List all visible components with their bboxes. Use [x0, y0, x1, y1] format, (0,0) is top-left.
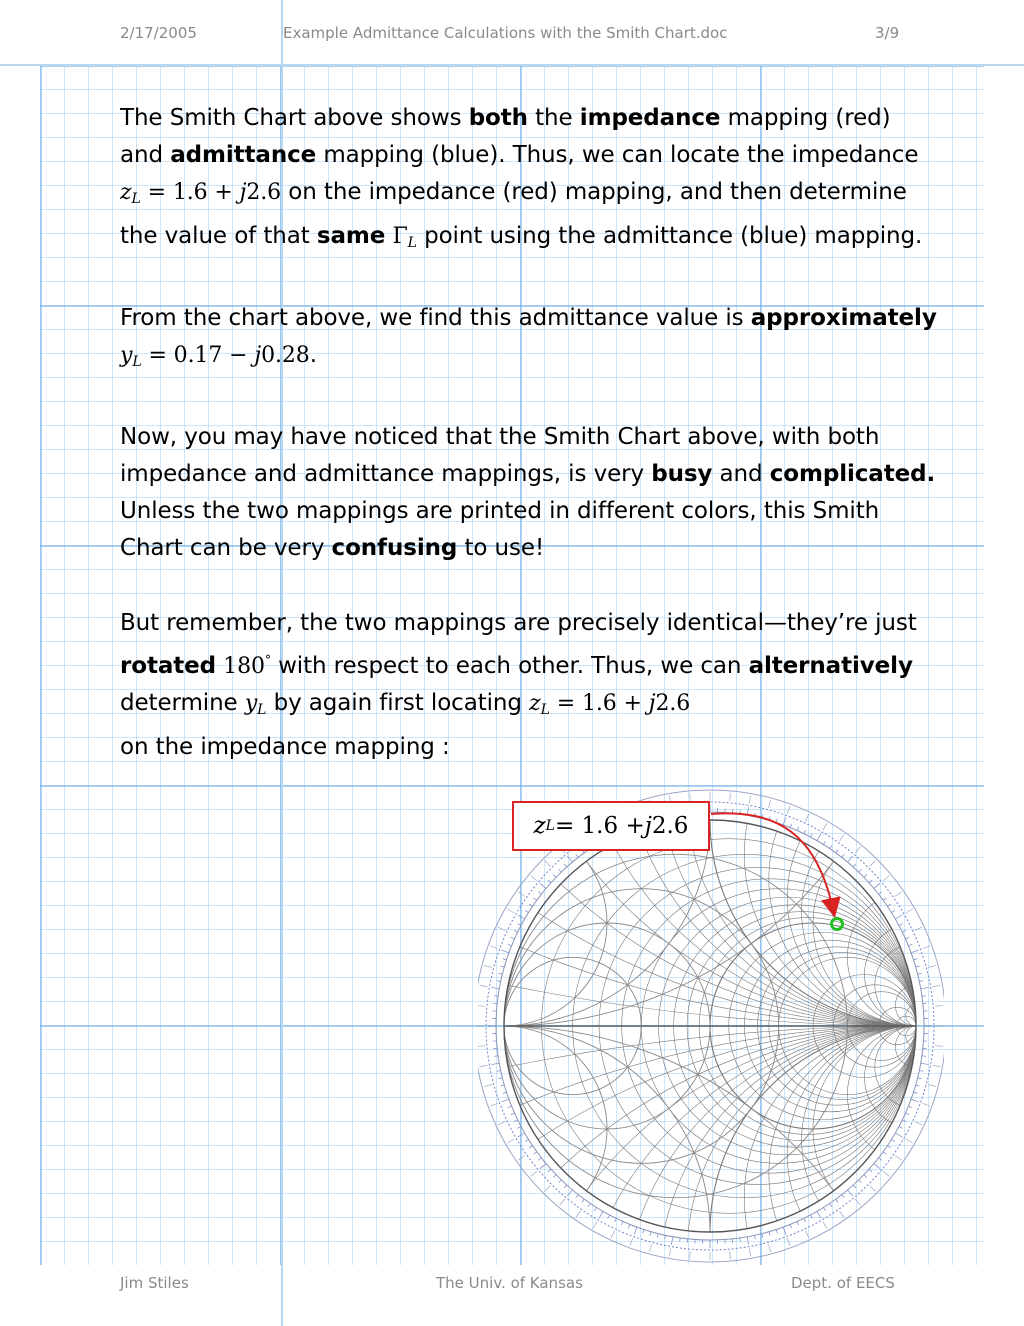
scale-tick — [836, 850, 838, 853]
text: point using the admittance (blue) mapping. — [416, 223, 923, 249]
text: . — [309, 342, 317, 368]
scale-tick — [935, 1006, 943, 1007]
scale-tick — [576, 1211, 581, 1218]
scale-tick — [790, 1224, 791, 1228]
scale-tick — [853, 864, 856, 867]
scale-tick — [855, 1199, 860, 1205]
text: with respect to each other. Thus, we can — [270, 653, 749, 679]
scale-tick — [511, 1113, 515, 1115]
bold-text: complicated. — [769, 461, 936, 487]
scale-tick — [911, 950, 919, 953]
text: the — [527, 105, 580, 131]
scale-tick — [634, 1227, 637, 1235]
header-date: 2/17/2005 — [120, 24, 197, 42]
page-footer — [0, 1274, 1024, 1304]
scale-tick — [507, 909, 514, 913]
scale-tick — [783, 1227, 786, 1235]
text: The Smith Chart above shows — [120, 105, 469, 131]
paragraph-1 — [120, 100, 940, 262]
scale-tick — [545, 861, 551, 867]
scale-tick — [503, 1092, 507, 1093]
scale-tick — [922, 946, 930, 949]
scale-tick — [921, 987, 929, 988]
susceptance-arc — [478, 1026, 710, 1264]
scale-tick — [754, 1235, 755, 1239]
scale-tick — [787, 1238, 790, 1246]
reflection-coefficient-symbol: $\Gamma_L$ — [392, 224, 417, 251]
text: mapping (blue). Thus, we can locate the impedance — [316, 142, 919, 168]
scale-tick — [922, 1103, 930, 1106]
scale-tick — [891, 910, 894, 912]
scale-tick — [650, 1232, 651, 1236]
scale-tick — [768, 1244, 770, 1252]
scale-tick — [514, 930, 518, 932]
scale-tick — [806, 1231, 809, 1238]
scale-tick — [790, 824, 791, 828]
scale-tick — [540, 883, 546, 888]
scale-tick — [503, 959, 507, 960]
scale-tick — [630, 1238, 633, 1246]
scale-tick — [484, 965, 492, 967]
scale-tick — [491, 1063, 499, 1064]
impedance-equation: $z_L = 1.6 + j2.6$ — [120, 180, 282, 207]
bold-text: admittance — [170, 142, 317, 168]
bold-text: impedance — [579, 105, 721, 131]
scale-tick — [538, 1158, 541, 1160]
scale-tick — [933, 1065, 941, 1066]
scale-tick — [895, 892, 902, 897]
scale-tick — [797, 1221, 799, 1225]
scale-tick — [768, 800, 770, 808]
scale-tick — [874, 1164, 880, 1169]
admittance-equation: $y_L = 0.17 - j0.28$ — [120, 343, 310, 370]
scale-tick — [529, 1146, 532, 1148]
impedance-callout-box: z L = 1.6 + j 2.6 — [512, 801, 710, 851]
scale-tick — [869, 1169, 872, 1172]
scale-tick — [669, 1249, 670, 1257]
reactance-arc — [687, 1026, 944, 1264]
scale-tick — [559, 869, 562, 872]
scale-tick — [935, 1046, 943, 1047]
scale-tick — [559, 1180, 562, 1183]
scale-tick — [498, 1078, 502, 1079]
scale-tick — [864, 1175, 867, 1178]
scale-tick — [817, 834, 821, 841]
scale-tick — [762, 1234, 763, 1238]
scale-tick — [830, 1203, 832, 1206]
scale-tick — [916, 966, 920, 967]
reactance-arc — [478, 1026, 944, 1264]
scale-tick — [899, 924, 903, 926]
scale-tick — [508, 944, 512, 945]
scale-tick — [553, 875, 556, 878]
scale-tick — [810, 834, 812, 838]
scale-tick — [906, 909, 913, 913]
scale-tick — [810, 1215, 812, 1219]
scale-tick — [887, 904, 890, 906]
scale-tick — [769, 1232, 770, 1236]
scale-tick — [919, 981, 923, 982]
footer-author: Jim Stiles — [120, 1274, 189, 1292]
scale-tick — [859, 1180, 862, 1183]
scale-tick — [567, 1190, 572, 1196]
scale-tick — [905, 1113, 909, 1115]
scale-tick — [538, 892, 541, 894]
admittance-symbol: $y_L$ — [244, 691, 267, 718]
scale-tick — [498, 927, 505, 930]
scale-tick — [902, 1120, 906, 1122]
scale-tick — [914, 1092, 918, 1093]
scale-tick — [511, 937, 515, 939]
text: to use! — [457, 535, 545, 561]
reactance-arc — [478, 1026, 944, 1264]
scale-tick — [560, 1199, 565, 1205]
scale-tick — [879, 892, 882, 894]
scale-tick — [916, 1085, 920, 1086]
reactance-arc — [769, 1026, 944, 1264]
scale-tick — [680, 1238, 681, 1242]
rotation-angle: 180° — [223, 653, 271, 679]
scale-tick — [534, 898, 537, 900]
impedance-point-marker — [832, 919, 843, 930]
scale-tick — [484, 1084, 492, 1086]
scale-tick — [911, 1099, 919, 1102]
scale-tick — [915, 1122, 922, 1125]
footer-university: The Univ. of Kansas — [436, 1274, 583, 1292]
scale-tick — [840, 1211, 845, 1218]
scale-tick — [500, 1085, 504, 1086]
scale-tick — [548, 1169, 551, 1172]
scale-tick — [922, 1056, 926, 1057]
scale-tick — [545, 1186, 551, 1192]
text: But remember, the two mappings are precisely identical—they’re just — [120, 610, 917, 636]
scale-tick — [933, 985, 941, 986]
scale-tick — [518, 924, 522, 926]
scale-tick — [508, 1106, 512, 1107]
scale-tick — [853, 1185, 856, 1188]
scale-tick — [804, 830, 806, 834]
scale-tick — [518, 892, 525, 897]
scale-tick — [806, 814, 809, 821]
scale-tick — [480, 1065, 488, 1066]
scale-tick — [918, 1078, 922, 1079]
scale-tick — [859, 869, 862, 872]
scale-tick — [823, 823, 827, 830]
scale-tick — [823, 841, 825, 844]
reactance-arc — [802, 1026, 944, 1255]
bold-text: approximately — [750, 305, 937, 331]
text: determine — [120, 690, 245, 716]
scale-tick — [501, 1099, 509, 1102]
scale-tick — [531, 876, 537, 881]
scale-tick — [776, 1230, 777, 1234]
scale-tick — [649, 1244, 651, 1252]
scale-tick — [690, 1251, 691, 1259]
scale-tick — [870, 861, 876, 867]
scale-tick — [749, 1249, 750, 1257]
scale-tick — [855, 847, 860, 853]
scale-tick — [628, 1224, 629, 1228]
scale-tick — [906, 1139, 913, 1143]
text: and — [712, 461, 770, 487]
text: on the impedance (red) mapping, and then determine the value of that — [120, 179, 907, 249]
scale-tick — [730, 1251, 731, 1259]
bold-text: busy — [651, 461, 713, 487]
scale-tick — [518, 915, 525, 919]
bold-text: same — [316, 223, 386, 249]
document-body — [120, 100, 940, 804]
scale-tick — [490, 946, 498, 949]
scale-tick — [787, 806, 790, 814]
scale-tick — [500, 966, 504, 967]
scale-tick — [804, 1218, 806, 1222]
footer-department: Dept. of EECS — [791, 1274, 895, 1292]
scale-tick — [491, 987, 499, 988]
scale-tick — [478, 1046, 485, 1047]
scale-tick — [540, 1164, 546, 1169]
scale-tick — [902, 930, 906, 932]
scale-tick — [665, 1235, 666, 1239]
scale-tick — [874, 883, 880, 888]
scale-tick — [494, 996, 498, 997]
bold-text: confusing — [331, 535, 458, 561]
scale-tick — [797, 827, 799, 831]
scale-tick — [899, 1126, 903, 1128]
scale-tick — [836, 1199, 838, 1202]
text: From the chart above, we find this admittance value is — [120, 305, 751, 331]
scale-tick — [576, 854, 578, 857]
reactance-arc — [744, 764, 944, 1026]
scale-tick — [740, 1238, 741, 1242]
reactance-arc — [659, 1026, 945, 1264]
scale-tick — [883, 898, 886, 900]
scale-tick — [501, 950, 509, 953]
bold-text: both — [468, 105, 528, 131]
scale-tick — [908, 944, 912, 945]
scale-tick — [895, 1133, 902, 1137]
scale-tick — [690, 793, 691, 801]
scale-tick — [494, 1056, 498, 1057]
scale-tick — [918, 973, 922, 974]
text: on the impedance mapping : — [120, 734, 450, 760]
scale-tick — [657, 1234, 658, 1238]
scale-tick — [478, 1006, 485, 1007]
scale-tick — [576, 1195, 578, 1198]
scale-tick — [870, 1186, 876, 1192]
scale-tick — [529, 904, 532, 906]
scale-tick — [588, 1203, 590, 1206]
scale-tick — [518, 1133, 525, 1137]
grid-guide-line — [0, 64, 1024, 66]
scale-tick — [823, 1222, 827, 1229]
scale-tick — [498, 973, 502, 974]
text: Now, you may have noticed that the Smith Chart above, with both impedance and admittance mappings, is very — [120, 424, 880, 487]
scale-tick — [919, 1070, 923, 1071]
scale-tick — [531, 1171, 537, 1176]
scale-tick — [905, 937, 909, 939]
scale-tick — [593, 1222, 597, 1229]
scale-tick — [730, 793, 731, 801]
scale-tick — [518, 1126, 522, 1128]
scale-tick — [582, 1199, 584, 1202]
scale-tick — [922, 996, 926, 997]
scale-tick — [895, 915, 902, 919]
scale-tick — [490, 1103, 498, 1106]
scale-tick — [671, 1237, 672, 1245]
scale-tick — [548, 880, 551, 883]
bold-text: alternatively — [748, 653, 913, 679]
scale-tick — [514, 1120, 518, 1122]
scale-tick — [842, 854, 844, 857]
scale-tick — [525, 910, 528, 912]
scale-tick — [594, 1207, 596, 1210]
scale-tick — [823, 1207, 825, 1210]
scale-tick — [840, 834, 845, 841]
bold-text: rotated — [120, 653, 217, 679]
scale-tick — [608, 1215, 610, 1219]
scale-tick — [518, 1156, 525, 1161]
scale-tick — [864, 875, 867, 878]
scale-tick — [883, 1171, 889, 1176]
scale-tick — [564, 1185, 567, 1188]
reactance-arc — [478, 1026, 944, 1264]
scale-tick — [928, 965, 936, 967]
scale-tick — [887, 1146, 890, 1148]
scale-tick — [497, 981, 501, 982]
scale-tick — [611, 1231, 614, 1238]
scale-tick — [879, 1158, 882, 1160]
scale-tick — [895, 1156, 902, 1161]
scale-tick — [525, 1139, 528, 1141]
scale-tick — [534, 1152, 537, 1154]
scale-tick — [599, 1211, 603, 1218]
scale-tick — [848, 1190, 853, 1196]
scale-tick — [783, 817, 786, 825]
text: mapping (red) and — [120, 105, 891, 168]
scale-tick — [928, 1084, 936, 1086]
scale-tick — [848, 856, 853, 862]
scale-tick — [749, 796, 750, 804]
scale-tick — [567, 856, 572, 862]
scale-tick — [891, 1139, 894, 1141]
impedance-equation: $z_L = 1.6 + j2.6$ — [529, 691, 691, 718]
paragraph-3 — [120, 419, 940, 567]
scale-tick — [614, 1218, 616, 1222]
scale-tick — [507, 1139, 514, 1143]
scale-tick — [621, 1221, 623, 1225]
scale-tick — [830, 845, 832, 848]
scale-tick — [921, 1063, 929, 1064]
paragraph-4 — [120, 605, 940, 766]
scale-tick — [883, 876, 889, 881]
header-page-number: 3/9 — [875, 24, 900, 42]
scale-tick — [908, 1106, 912, 1107]
scale-tick — [817, 1211, 821, 1218]
scale-tick — [643, 1230, 644, 1234]
paragraph-2 — [120, 300, 940, 381]
scale-tick — [480, 985, 488, 986]
scale-tick — [869, 880, 872, 883]
header-title: Example Admittance Calculations with the Smith Chart.doc — [283, 24, 728, 42]
text: by again first locating — [266, 690, 530, 716]
scale-tick — [498, 1122, 505, 1125]
scale-tick — [747, 1237, 748, 1245]
reactance-arc — [802, 797, 944, 1026]
scale-tick — [914, 959, 918, 960]
scale-tick — [883, 1152, 886, 1154]
scale-tick — [915, 927, 922, 930]
text: Unless the two mappings are printed in different colors, this Smith Chart can be very — [120, 498, 880, 561]
reactance-arc — [478, 1026, 944, 1264]
page-header — [0, 24, 1024, 54]
scale-tick — [553, 1175, 556, 1178]
scale-tick — [497, 1070, 501, 1071]
scale-tick — [842, 1195, 844, 1198]
scale-tick — [564, 864, 567, 867]
